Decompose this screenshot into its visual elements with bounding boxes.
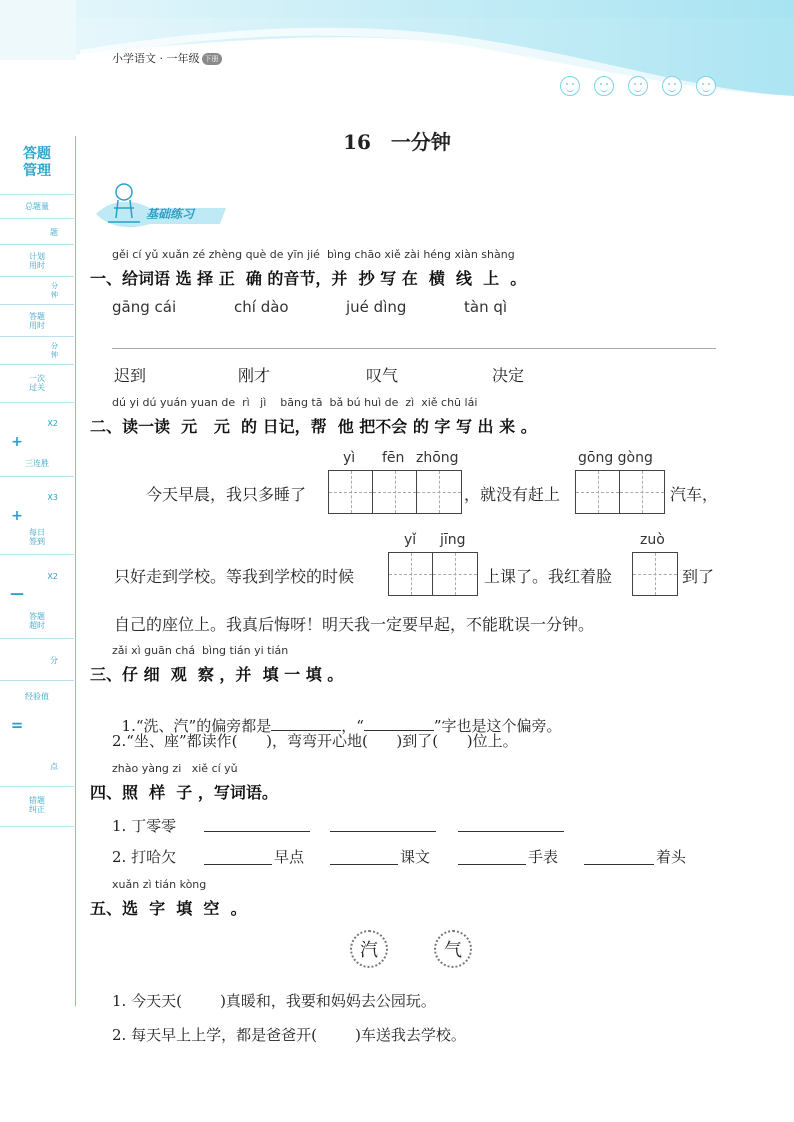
grid-cell[interactable]: [329, 471, 373, 513]
answer-line[interactable]: [330, 831, 436, 832]
multiplier-x3: X3: [47, 493, 58, 502]
box-pinyin: yǐ: [404, 532, 417, 548]
q1-pinyin-word: gāng cái: [112, 298, 177, 316]
multiplier-x2: X2: [47, 419, 58, 428]
q4-heading: 四、照 样 子 ，写词语。: [90, 783, 278, 802]
minute-unit: 分 钟: [51, 282, 58, 299]
points-unit: 点: [50, 762, 58, 771]
q1-pinyin: gěi cí yǔ xuǎn zé zhèng què de yīn jié bìng chāo xiě zài héng xiàn shàng: [112, 248, 515, 261]
diary-line3: 自己的座位上。我真后悔呀！明天我一定要早起，不能耽误一分钟。: [114, 615, 595, 634]
series-text: 小学语文 · 一年级: [112, 52, 200, 65]
answer-line[interactable]: [458, 864, 526, 865]
q3-heading: 三、仔 细 观 察 ，并 填 一 填 。: [90, 665, 344, 684]
answer-line[interactable]: [330, 864, 398, 865]
plus-sign: +: [11, 434, 23, 450]
box-pinyin: fēn: [382, 450, 405, 466]
answer-time-label: 答题 用时: [29, 312, 45, 330]
grid-cell[interactable]: [433, 553, 477, 595]
q1-pinyin-word: jué dìng: [346, 298, 407, 316]
divider: [0, 638, 74, 639]
divider: [0, 244, 74, 245]
sidebar-title-line: 管理: [23, 163, 51, 179]
writing-grid[interactable]: [575, 470, 665, 514]
writing-grid[interactable]: [328, 470, 462, 514]
q3-pinyin: zǎi xì guān chá bìng tián yi tián: [112, 644, 289, 657]
q5-item1: 1. 今天天( )真暖和，我要和妈妈去公园玩。: [112, 992, 436, 1010]
q1-word: 决定: [492, 366, 525, 385]
daily-checkin-label: 每日 签到: [29, 528, 45, 546]
minus-sign: —: [10, 586, 24, 602]
answer-line[interactable]: [204, 831, 310, 832]
lesson-name: 一分钟: [390, 130, 451, 154]
series-title: [112, 50, 222, 66]
box-pinyin: gōng gòng: [578, 450, 653, 466]
plus-sign: +: [11, 508, 23, 524]
diary-line1-after: 汽车，: [670, 485, 719, 504]
total-questions-label: 总题量: [25, 202, 49, 211]
q1-word: 叹气: [366, 366, 399, 385]
q1-word: 迟到: [114, 366, 147, 385]
error-correction-label: 错题 纠正: [29, 796, 45, 814]
q3-item1-mid: ，“: [341, 717, 364, 735]
divider: [0, 218, 74, 219]
smiley-face-icon: [594, 76, 614, 96]
q2-pinyin: dú yi dú yuán yuan de rì jì bāng tā bǎ bú huì de zì xiě chū lái: [112, 396, 478, 409]
overtime-label: 答题 超时: [29, 612, 45, 630]
divider: [0, 826, 74, 827]
choice-char-badge: 气: [434, 930, 472, 968]
q3-item1-text: 1.“洗、汽”的偏旁都是: [121, 717, 272, 735]
smiley-face-icon: [560, 76, 580, 96]
divider: [0, 276, 74, 277]
choice-char-badge: 汽: [350, 930, 388, 968]
q4-pinyin: zhào yàng zi xiě cí yǔ: [112, 762, 238, 775]
writing-grid[interactable]: [632, 552, 678, 596]
q4-word: 手表: [528, 848, 559, 866]
grid-cell[interactable]: [373, 471, 417, 513]
divider: [0, 476, 74, 477]
diary-line2-middle: 上课了。我红着脸: [484, 567, 613, 586]
q5-heading: 五、选 字 填 空 。: [90, 899, 247, 918]
q4-item2: 2. 打哈欠: [112, 848, 177, 866]
q4-item1: 1. 丁零零: [112, 817, 177, 835]
box-pinyin: zhōng: [416, 450, 459, 466]
question-unit: 题: [50, 228, 58, 237]
diary-line2-after: 到了: [682, 567, 715, 586]
minute-unit: 分 钟: [51, 342, 58, 359]
q1-pinyin-word: tàn qì: [464, 298, 508, 316]
divider: [0, 402, 74, 403]
box-pinyin: yì: [343, 450, 356, 466]
writing-grid[interactable]: [388, 552, 478, 596]
experience-label: 经验值: [25, 692, 49, 701]
three-wins-label: 三连胜: [25, 459, 49, 468]
smiley-face-icon: [696, 76, 716, 96]
q3-item1-end: ”字也是这个偏旁。: [433, 717, 562, 735]
sidebar-title: [0, 146, 74, 180]
box-pinyin: zuò: [640, 532, 665, 548]
grid-cell[interactable]: [417, 471, 461, 513]
practice-label: 基础练习: [146, 207, 195, 221]
q2-heading: 二、读一读 元 元 的 日记，帮 他 把不会 的 字 写 出 来 。: [90, 417, 537, 436]
fill-blank[interactable]: [364, 714, 434, 731]
multiplier-x2: X2: [47, 572, 58, 581]
q4-word: 早点: [274, 848, 305, 866]
divider: [0, 304, 74, 305]
divider: [0, 680, 74, 681]
answer-line[interactable]: [458, 831, 564, 832]
answer-line[interactable]: [584, 864, 654, 865]
q5-item2: 2. 每天早上上学，都是爸爸开( )车送我去学校。: [112, 1026, 466, 1044]
pass-once-label: 一次 过关: [29, 374, 45, 392]
lesson-title: [0, 126, 794, 155]
smiley-face-icon: [662, 76, 682, 96]
fill-blank[interactable]: [271, 714, 341, 731]
diary-line2-before: 只好走到学校。等我到学校的时候: [114, 567, 355, 586]
diary-line1-middle: ，就没有赶上: [464, 485, 561, 504]
grid-cell[interactable]: [620, 471, 664, 513]
answer-line[interactable]: [112, 348, 716, 349]
divider: [0, 336, 74, 337]
equals-sign: =: [10, 716, 24, 734]
answer-management-sidebar: [0, 136, 76, 1006]
sidebar-title-line: 答题: [23, 146, 51, 162]
q1-pinyin-word: chí dào: [234, 298, 289, 316]
grid-cell[interactable]: [389, 553, 433, 595]
points-unit: 分: [50, 656, 58, 665]
grid-cell[interactable]: [576, 471, 620, 513]
diary-line1-before: 今天早晨，我只多睡了: [146, 485, 307, 504]
smiley-face-icon: [628, 76, 648, 96]
volume-badge: 下册: [202, 53, 222, 65]
q4-word: 着头: [656, 848, 687, 866]
divider: [0, 194, 74, 195]
divider: [0, 786, 74, 787]
q1-word: 刚才: [238, 366, 271, 385]
box-pinyin: jīng: [440, 532, 466, 548]
answer-line[interactable]: [204, 864, 272, 865]
planned-time-label: 计划 用时: [29, 252, 45, 270]
grid-cell[interactable]: [633, 553, 677, 595]
q4-word: 课文: [400, 848, 431, 866]
q3-item2: 2.“坐、座”都读作( )，弯弯开心地( )到了( )位上。: [112, 732, 518, 750]
q5-pinyin: xuǎn zì tián kòng: [112, 878, 207, 891]
lesson-number: 16: [343, 130, 371, 154]
divider: [0, 554, 74, 555]
q1-heading: 一、给词语 选 择 正 确 的音节，并 抄 写 在 横 线 上 。: [90, 269, 527, 288]
divider: [0, 364, 74, 365]
